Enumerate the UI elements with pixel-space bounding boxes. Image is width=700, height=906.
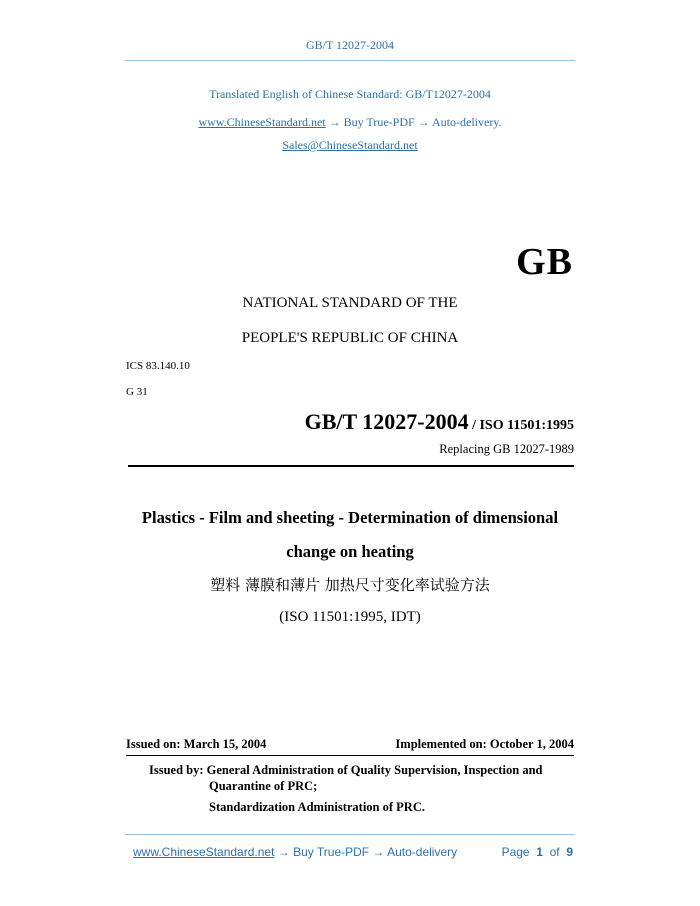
issued-by-continuation: Quarantine of PRC;	[209, 779, 318, 793]
standard-number	[305, 409, 574, 435]
email-line	[0, 138, 700, 153]
footer-divider	[125, 834, 575, 835]
footer-purchase-line	[133, 845, 457, 859]
translated-line: Translated English of Chinese Standard: GB/T12027-2004	[209, 87, 491, 101]
buy-text: → Buy True-PDF → Auto-delivery.	[325, 115, 502, 129]
replacing-line: Replacing GB 12027-1989	[439, 442, 574, 456]
page-number: 1	[536, 845, 543, 859]
title-divider	[128, 465, 574, 467]
issue-divider	[126, 755, 574, 756]
ics-code: ICS 83.140.10	[126, 360, 190, 372]
issued-by-second: Standardization Administration of PRC.	[209, 800, 425, 814]
page-label: Page	[501, 845, 530, 859]
standard-number-main: GB/T 12027-2004	[304, 409, 469, 434]
email-link[interactable]: Sales@ChineseStandard.net	[282, 138, 418, 152]
gb-logo: GB	[516, 241, 573, 283]
footer-site-link[interactable]: www.ChineseStandard.net	[133, 845, 275, 859]
of-label: of	[549, 845, 560, 859]
page-total: 9	[566, 845, 573, 859]
title-line2: change on heating	[286, 542, 414, 561]
header-doc-id: GB/T 12027-2004	[305, 38, 395, 52]
iso-number: / ISO 11501:1995	[468, 418, 574, 433]
issued-by: Issued by: General Administration of Quality Supervision, Inspection and	[149, 763, 543, 777]
national-standard-line1: NATIONAL STANDARD OF THE	[242, 295, 458, 311]
g-code: G 31	[126, 386, 148, 398]
footer-buy-text: → Buy True-PDF → Auto-delivery	[274, 845, 458, 859]
header-divider	[125, 60, 575, 61]
purchase-line	[0, 115, 700, 130]
implemented-on: Implemented on: October 1, 2004	[395, 737, 574, 751]
national-standard-line2: PEOPLE'S REPUBLIC OF CHINA	[241, 330, 459, 346]
issued-on: Issued on: March 15, 2004	[126, 737, 267, 751]
title-chinese: 塑料 薄膜和薄片 加热尺寸变化率试验方法	[210, 576, 490, 594]
site-link[interactable]: www.ChineseStandard.net	[198, 115, 326, 129]
title-line1: Plastics - Film and sheeting - Determination of dimensional	[141, 508, 559, 527]
page-indicator	[502, 845, 573, 859]
iso-idt: (ISO 11501:1995, IDT)	[279, 609, 421, 625]
